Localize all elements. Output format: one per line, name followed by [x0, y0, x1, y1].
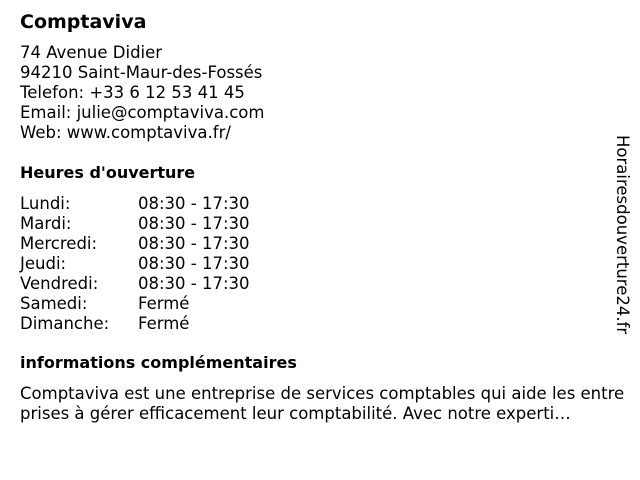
day-label: Lundi:: [20, 194, 71, 213]
day-label: Dimanche:: [20, 314, 110, 333]
day-label: Mardi:: [20, 214, 72, 233]
time-value: 08:30 - 17:30: [138, 214, 250, 233]
time-value: 08:30 - 17:30: [138, 194, 250, 213]
site-watermark: Horairesdouverture24.fr: [613, 135, 632, 335]
time-value: Fermé: [138, 294, 190, 313]
website: Web: www.comptaviva.fr/: [20, 123, 231, 142]
time-value: Fermé: [138, 314, 190, 333]
time-value: 08:30 - 17:30: [138, 234, 250, 253]
day-label: Mercredi:: [20, 234, 98, 253]
address-line-street: 74 Avenue Didier: [20, 43, 163, 62]
day-label: Samedi:: [20, 294, 88, 313]
business-name: Comptaviva: [20, 11, 147, 33]
additional-info-heading: informations complémentaires: [20, 353, 297, 372]
contact-block: [20, 43, 264, 143]
time-value: 08:30 - 17:30: [138, 254, 250, 273]
business-description: Comptaviva est une entreprise de services comptables qui aide les entreprises à gérer efficacement leur comptabilité. Avec notre experti…: [20, 384, 625, 423]
time-value: 08:30 - 17:30: [138, 274, 250, 293]
phone-number: Telefon: +33 6 12 53 41 45: [20, 83, 245, 102]
day-label: Vendredi:: [20, 274, 99, 293]
opening-hours-heading: Heures d'ouverture: [20, 163, 196, 182]
day-label: Jeudi:: [20, 254, 67, 273]
address-line-city: 94210 Saint-Maur-des-Fossés: [20, 63, 263, 82]
email-address: Email: julie@comptaviva.com: [20, 103, 265, 122]
